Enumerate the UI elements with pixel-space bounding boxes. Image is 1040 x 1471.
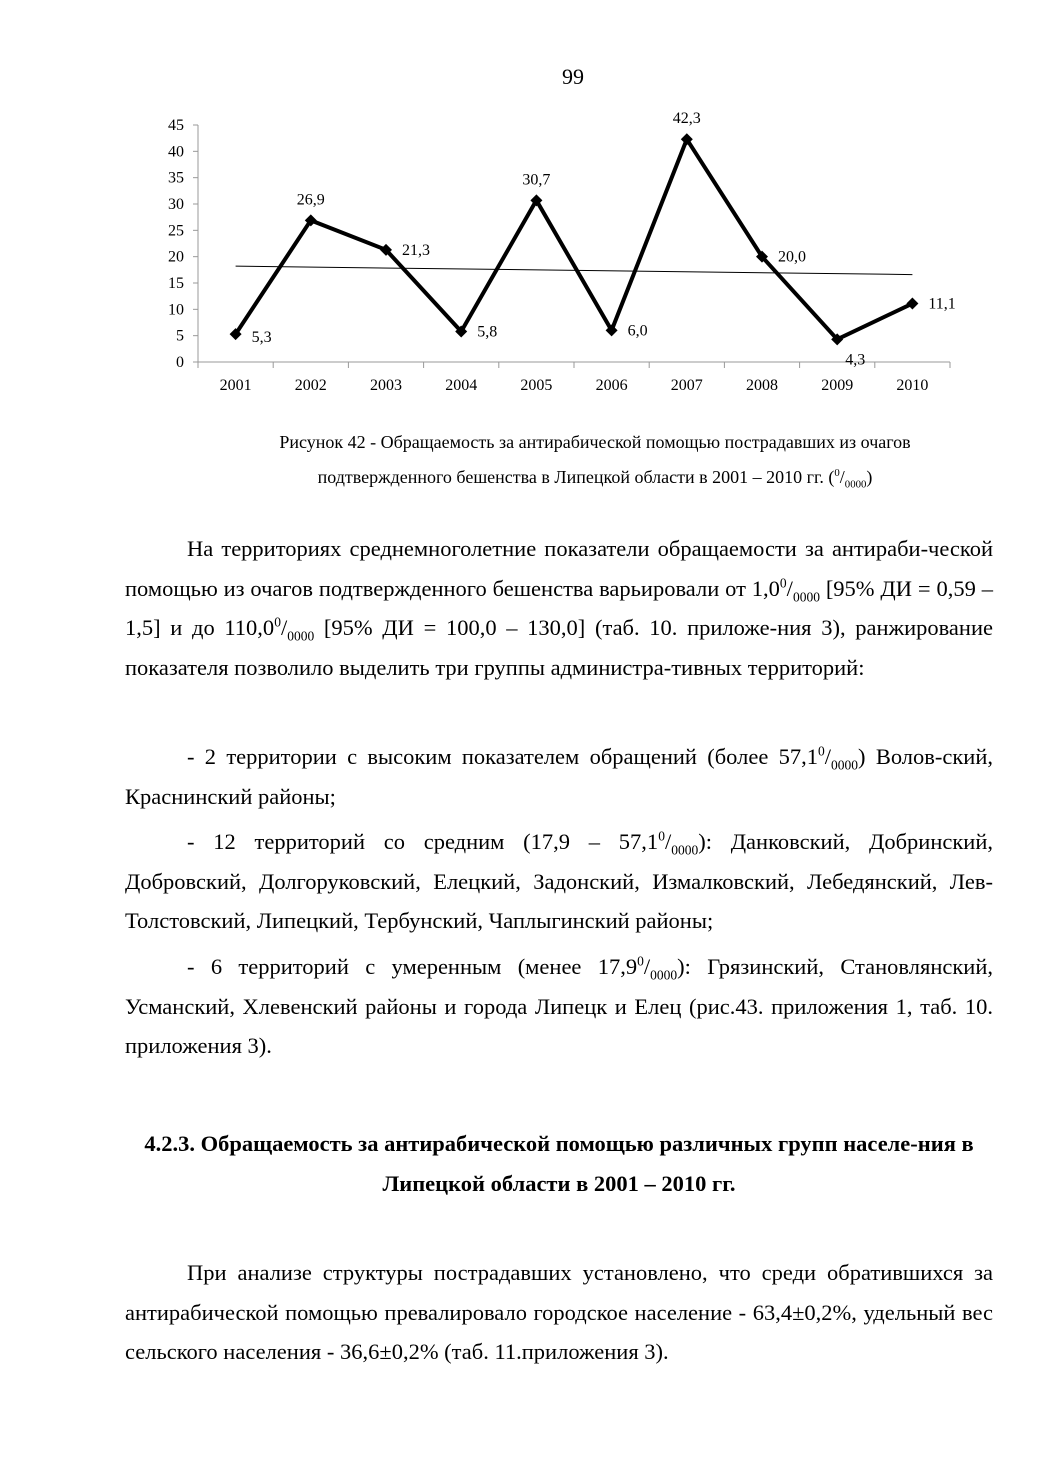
y-tick-label: 30 (168, 196, 184, 213)
paragraph-medium-text-b: ): Данковский, Добринский, Добровский, Долгоруковский, Елецкий, Задонский, Измалковский, Лебедянский, Лев-Толстовский, Липецкий, Тербунский, Чаплыгинский районы; (125, 829, 993, 933)
y-tick-label: 5 (176, 327, 184, 345)
paragraph-moderate-text-a: - 6 территорий с умеренным (менее 17,9 (187, 954, 638, 979)
x-tick-label: 2002 (294, 377, 327, 394)
paragraph-medium-text-a: - 12 территорий со средним (17,9 – 57,1 (187, 829, 659, 854)
data-label: 26,9 (296, 191, 325, 209)
x-tick-label: 2008 (746, 377, 778, 394)
y-tick-label: 10 (168, 301, 184, 319)
unit-sub: 0000 (831, 757, 859, 773)
paragraph-ranges-text-c: [95% ДИ = 100,0 – 130,0] (таб. 10. приложе-ния 3), ранжирование показателя позволило выделить три группы администра-тивных территорий: (125, 615, 993, 680)
paragraph-population-structure: При анализе структуры пострадавших установлено, что среди обратившихся за антирабической помощью превалировало городское население - 63,4±0,2%, удельный вес сельского населения - 36,6±0,2% (таб. 11.приложения 3). (125, 1260, 993, 1364)
x-tick-label: 2006 (595, 377, 628, 394)
data-label: 11,1 (928, 295, 956, 313)
unit-sup: 0 (658, 828, 665, 844)
data-label: 5,8 (477, 323, 498, 341)
paragraph-ranges (125, 529, 993, 687)
unit-sub: 0000 (650, 967, 678, 983)
data-label: 5,3 (251, 329, 272, 347)
y-tick-label: 35 (168, 169, 184, 187)
series-line (236, 139, 913, 339)
data-label: 6,0 (627, 322, 648, 340)
unit-sup: 0 (779, 575, 787, 590)
unit-sub: 0000 (287, 628, 315, 644)
caption-text: подтвержденного бешенства в Липецкой области в 2001 – 2010 гг. ( (317, 467, 835, 487)
caption-sub: 0000 (844, 478, 867, 491)
unit-slash: / (824, 744, 832, 769)
figure-caption-line1: Рисунок 42 - Обращаемость за антирабической помощью пострадавших из очагов (279, 432, 911, 452)
y-tick-label: 45 (168, 117, 184, 134)
unit-slash: / (664, 829, 672, 854)
y-tick-label: 0 (176, 354, 184, 371)
x-tick-label: 2005 (520, 377, 553, 394)
line-chart (150, 100, 970, 400)
page-number: 99 (562, 64, 584, 89)
paragraph-ranges-text-a: На территориях среднемноголетние показатели обращаемости за антираби-ческой помощью из очагов подтвержденного бешенства варьировали от 1,0 (125, 536, 993, 601)
y-tick-label: 15 (168, 275, 184, 292)
caption-slash: / (839, 467, 845, 487)
caption-sup: 0 (834, 467, 840, 479)
x-tick-label: 2004 (445, 377, 478, 394)
data-label: 21,3 (402, 241, 430, 259)
unit-sub: 0000 (671, 842, 699, 858)
paragraph-high-text-a: - 2 территории с высоким показателем обращений (более 57,1 (187, 744, 819, 769)
paragraph-medium-group (125, 822, 993, 941)
data-label: 20,0 (778, 248, 806, 266)
unit-slash: / (280, 615, 288, 640)
x-tick-label: 2007 (670, 377, 703, 394)
paragraph-high-text-b: ) Волов-ский, Краснинский районы; (125, 744, 993, 809)
paragraph-moderate-group (125, 947, 993, 1066)
data-label: 30,7 (522, 171, 551, 189)
unit-sub: 0000 (792, 589, 820, 604)
data-label: 42,3 (672, 110, 701, 128)
unit-slash: / (786, 575, 793, 601)
unit-sup: 0 (274, 614, 281, 630)
x-tick-label: 2009 (821, 377, 854, 394)
paragraph-ranges-text-b: [95% ДИ = 0,59 – 1,5] и до 110,0 (125, 575, 993, 640)
y-tick-label: 25 (168, 222, 184, 240)
figure-caption-line2 (200, 460, 990, 494)
data-label: 4,3 (845, 351, 866, 369)
x-tick-label: 2003 (370, 377, 402, 394)
unit-sup: 0 (818, 743, 825, 759)
unit-slash: / (643, 954, 651, 979)
x-tick-label: 2001 (219, 377, 252, 394)
paragraph-moderate-text-b: ): Грязинский, Становлянский, Усманский, Хлевенский районы и города Липецк и Елец (рис.43. приложения 1, таб. 10. приложения 3). (125, 954, 993, 1058)
section-heading: 4.2.3. Обращаемость за антирабической помощью различных групп населе-ния в Липецкой области в 2001 – 2010 гг. (144, 1131, 974, 1196)
unit-sup: 0 (637, 953, 644, 969)
paragraph-high-group (125, 737, 993, 816)
y-tick-label: 40 (168, 143, 184, 161)
x-tick-label: 2010 (896, 377, 929, 394)
y-tick-label: 20 (168, 248, 184, 266)
caption-close: ) (866, 467, 873, 487)
